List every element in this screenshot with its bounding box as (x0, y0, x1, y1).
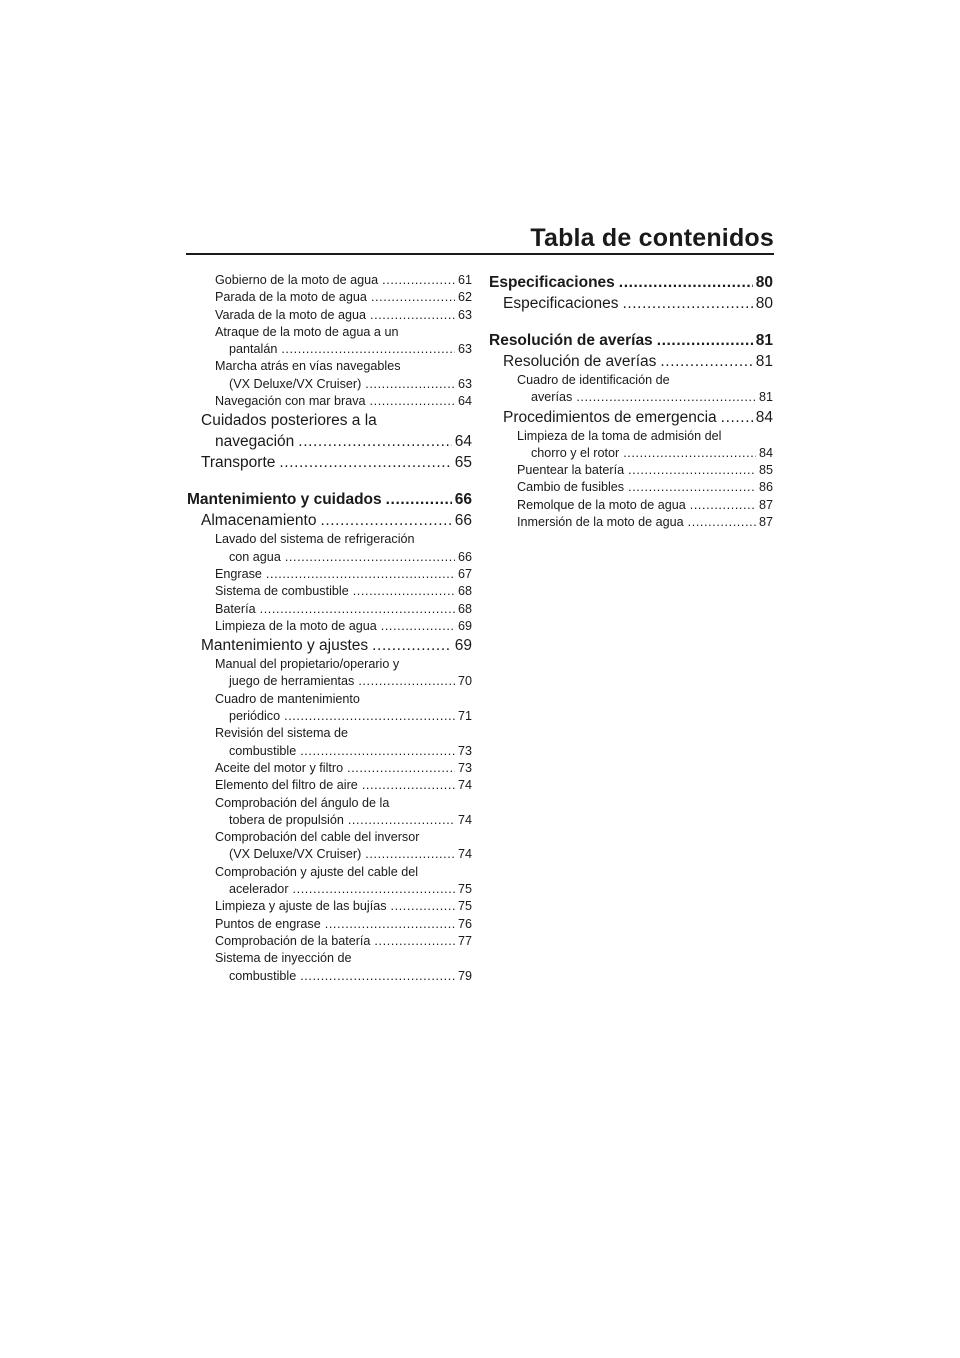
toc-section-title: Mantenimiento y cuidados (187, 491, 382, 509)
toc-entry[interactable] (489, 293, 773, 314)
toc-entry[interactable] (489, 407, 773, 428)
toc-section-heading[interactable] (489, 272, 773, 293)
toc-entry-page: 62 (457, 290, 472, 305)
toc-dot-leader (391, 898, 455, 915)
toc-entry-page: 74 (457, 847, 472, 862)
toc-dot-leader (370, 393, 455, 410)
toc-entry-title: Inmersión de la moto de agua (517, 515, 684, 530)
toc-entry-title-cont: pantalán (229, 342, 278, 357)
toc-dot-leader (721, 407, 753, 428)
toc-entry[interactable] (187, 864, 472, 899)
toc-entry-page: 68 (457, 584, 472, 599)
toc-entry-page: 76 (457, 916, 472, 931)
toc-entry[interactable] (187, 531, 472, 566)
toc-entry-title: Manual del propietario/operario y (215, 657, 400, 672)
toc-entry[interactable] (187, 324, 472, 359)
toc-entry-title: Puntos de engrase (215, 916, 321, 931)
toc-entry-title: Cambio de fusibles (517, 480, 625, 495)
toc-dot-leader (298, 431, 451, 452)
toc-entry-title-cont: juego de herramientas (229, 674, 355, 689)
toc-entry[interactable] (187, 510, 472, 531)
toc-entry-title: Almacenamiento (201, 512, 317, 530)
toc-entry-page: 74 (457, 778, 472, 793)
toc-entry-title-cont: (VX Deluxe/VX Cruiser) (229, 847, 362, 862)
toc-dot-leader (348, 812, 455, 829)
toc-entry-line (187, 881, 472, 898)
toc-dot-leader (320, 510, 451, 531)
toc-entry[interactable] (187, 452, 472, 473)
toc-entry-page: 64 (457, 394, 472, 409)
toc-entry-line (187, 812, 472, 829)
toc-entry[interactable] (187, 950, 472, 985)
toc-entry[interactable] (187, 583, 472, 600)
toc-entry-page: 69 (457, 618, 472, 633)
toc-entry[interactable] (187, 916, 472, 933)
toc-entry-title: Navegación con mar brava (215, 394, 366, 409)
toc-dot-leader (266, 566, 455, 583)
toc-entry-title: Comprobación del cable del inversor (215, 830, 420, 845)
toc-entry-page: 75 (457, 899, 472, 914)
toc-entry-page: 85 (758, 463, 773, 478)
toc-entry-page: 80 (755, 295, 773, 312)
toc-entry-page: 61 (457, 273, 472, 287)
toc-entry-title: Sistema de combustible (215, 584, 349, 599)
page-title: Tabla de contenidos (530, 224, 774, 252)
toc-dot-leader (284, 708, 455, 725)
toc-entry-title: Limpieza y ajuste de las bujías (215, 899, 387, 914)
toc-entry[interactable] (187, 933, 472, 950)
toc-dot-leader (374, 933, 455, 950)
toc-entry[interactable] (187, 618, 472, 635)
toc-entry-title-cont: averías (531, 390, 573, 405)
toc-entry-title-cont: chorro y el rotor (531, 445, 620, 460)
toc-entry-title: Marcha atrás en vías navegables (215, 359, 401, 374)
toc-entry[interactable] (187, 725, 472, 760)
toc-entry-line (187, 549, 472, 566)
toc-entry-page: 81 (758, 390, 773, 405)
toc-entry-title-cont: con agua (229, 549, 281, 564)
toc-entry[interactable] (187, 777, 472, 794)
toc-entry-page: 70 (457, 674, 472, 689)
toc-dot-leader (362, 777, 455, 794)
toc-dot-leader (300, 968, 455, 985)
toc-entry[interactable] (489, 479, 773, 496)
toc-dot-leader (365, 376, 455, 393)
toc-entry-title: Resolución de averías (503, 353, 657, 370)
toc-entry-title-cont: combustible (229, 968, 297, 983)
toc-entry-page: 79 (457, 968, 472, 983)
toc-entry-page: 63 (457, 376, 472, 391)
toc-entry-page: 71 (457, 709, 472, 724)
toc-dot-leader (281, 341, 455, 358)
toc-entry-title: Revisión del sistema de (215, 726, 348, 741)
toc-section-heading[interactable] (489, 330, 773, 351)
toc-entry[interactable] (187, 289, 472, 306)
toc-entry-title: Varada de la moto de agua (215, 307, 367, 322)
toc-entry-line (489, 389, 773, 406)
toc-entry-title: Cuidados posteriores a la (201, 412, 377, 430)
toc-entry-title: Elemento del filtro de aire (215, 778, 358, 793)
toc-dot-leader (386, 489, 452, 510)
toc-dot-leader (622, 293, 752, 314)
toc-right-column (489, 272, 773, 531)
toc-entry[interactable] (187, 795, 472, 830)
toc-entry-page: 74 (457, 812, 472, 827)
toc-entry-page: 66 (454, 512, 472, 530)
toc-entry-title: Comprobación y ajuste del cable del (215, 864, 419, 879)
toc-left-column (187, 272, 472, 985)
toc-entry-title-cont: tobera de propulsión (229, 812, 344, 827)
toc-dot-leader (619, 272, 753, 293)
toc-dot-leader (660, 351, 752, 372)
toc-entry-page: 65 (454, 454, 472, 472)
toc-entry[interactable] (489, 462, 773, 479)
toc-entry[interactable] (489, 428, 773, 463)
toc-entry-title: Cuadro de identificación de (517, 373, 670, 387)
toc-entry-title: Parada de la moto de agua (215, 290, 367, 305)
toc-entry-title: Limpieza de la toma de admisión del (517, 428, 722, 443)
toc-entry-title-cont: navegación (215, 433, 295, 451)
toc-entry-page: 73 (457, 743, 472, 758)
toc-entry[interactable] (187, 393, 472, 410)
toc-section-heading[interactable] (187, 489, 472, 510)
toc-dot-leader (293, 881, 455, 898)
toc-entry[interactable] (187, 898, 472, 915)
toc-dot-leader (325, 916, 455, 933)
toc-entry-title-cont: (VX Deluxe/VX Cruiser) (229, 376, 362, 391)
toc-section-page: 66 (454, 491, 472, 509)
toc-entry[interactable] (489, 514, 773, 531)
toc-section-title: Especificaciones (489, 274, 615, 291)
toc-entry-title: Transporte (201, 454, 276, 472)
toc-dot-leader (300, 743, 455, 760)
toc-entry-page: 68 (457, 601, 472, 616)
toc-dot-leader (628, 479, 756, 496)
toc-dot-leader (260, 601, 455, 618)
toc-section-page: 80 (755, 274, 773, 291)
title-rule (186, 253, 774, 255)
toc-entry[interactable] (187, 829, 472, 864)
toc-dot-leader (688, 514, 756, 531)
toc-dot-leader (623, 445, 756, 462)
toc-entry-title: Comprobación de la batería (215, 933, 371, 948)
section-gap (489, 314, 773, 330)
toc-section-title: Resolución de averías (489, 332, 653, 349)
toc-entry-page: 64 (454, 433, 472, 451)
toc-dot-leader (358, 673, 455, 690)
toc-dot-leader (279, 452, 451, 473)
toc-entry-title-cont: combustible (229, 743, 297, 758)
toc-entry-line (187, 968, 472, 985)
toc-entry-title: Atraque de la moto de agua a un (215, 324, 399, 339)
toc-entry-page: 63 (457, 342, 472, 357)
toc-entry[interactable] (187, 358, 472, 393)
toc-entry-page: 75 (457, 882, 472, 897)
toc-entry-title: Procedimientos de emergencia (503, 408, 717, 426)
toc-entry-title: Limpieza de la moto de agua (215, 618, 377, 633)
toc-dot-leader (285, 549, 455, 566)
toc-entry[interactable] (187, 410, 472, 452)
toc-dot-leader (628, 462, 756, 479)
toc-entry-title: Remolque de la moto de agua (517, 497, 686, 512)
toc-entry[interactable] (187, 635, 472, 656)
toc-dot-leader (370, 307, 455, 324)
toc-entry-title: Engrase (215, 566, 262, 581)
toc-entry-line (187, 846, 472, 863)
toc-dot-leader (365, 846, 455, 863)
toc-dot-leader (657, 330, 753, 351)
toc-dot-leader (382, 272, 455, 289)
toc-entry-line (187, 743, 472, 760)
toc-entry[interactable] (187, 307, 472, 324)
toc-entry-title: Mantenimiento y ajustes (201, 637, 369, 655)
toc-entry-page: 84 (755, 408, 773, 426)
toc-entry-line (187, 376, 472, 393)
toc-entry-title: Gobierno de la moto de agua (215, 273, 379, 287)
toc-entry-page: 66 (457, 549, 472, 564)
toc-entry-line (187, 341, 472, 358)
toc-entry-title: Comprobación del ángulo de la (215, 795, 390, 810)
toc-entry-line (187, 431, 472, 452)
toc-entry-title: Lavado del sistema de refrigeración (215, 532, 415, 547)
toc-entry-page: 73 (457, 760, 472, 775)
toc-entry-line (187, 708, 472, 725)
toc-entry-page: 67 (457, 566, 472, 581)
toc-dot-leader (381, 618, 455, 635)
toc-entry-page: 86 (758, 480, 773, 495)
toc-entry-title: Cuadro de mantenimiento (215, 691, 360, 706)
toc-entry-line (489, 445, 773, 462)
toc-entry[interactable] (489, 372, 773, 407)
toc-entry-page: 87 (758, 515, 773, 530)
toc-entry[interactable] (187, 691, 472, 726)
toc-entry-title-cont: acelerador (229, 882, 289, 897)
toc-entry-title: Aceite del motor y filtro (215, 760, 344, 775)
toc-entry[interactable] (187, 566, 472, 583)
toc-dot-leader (371, 289, 455, 306)
toc-entry-title-cont: periódico (229, 709, 281, 724)
toc-section-page: 81 (755, 332, 773, 349)
toc-entry[interactable] (489, 351, 773, 372)
toc-entry-page: 69 (454, 637, 472, 655)
toc-entry-title: Puentear la batería (517, 463, 625, 478)
toc-entry[interactable] (187, 601, 472, 618)
toc-entry-title: Batería (215, 601, 256, 616)
toc-dot-leader (690, 497, 756, 514)
toc-entry-page: 81 (755, 353, 773, 370)
toc-dot-leader (576, 389, 756, 406)
toc-entry[interactable] (187, 656, 472, 691)
toc-entry-page: 77 (457, 933, 472, 948)
toc-entry[interactable] (187, 272, 472, 289)
toc-entry-title: Sistema de inyección de (215, 951, 352, 966)
toc-entry-page: 87 (758, 497, 773, 512)
section-gap (187, 473, 472, 489)
toc-entry[interactable] (489, 497, 773, 514)
toc-dot-leader (347, 760, 455, 777)
toc-entry-page: 63 (457, 307, 472, 322)
toc-dot-leader (372, 635, 452, 656)
toc-entry-page: 84 (758, 445, 773, 460)
toc-dot-leader (353, 583, 455, 600)
toc-entry-line (187, 673, 472, 690)
toc-entry-title: Especificaciones (503, 295, 619, 312)
toc-entry[interactable] (187, 760, 472, 777)
